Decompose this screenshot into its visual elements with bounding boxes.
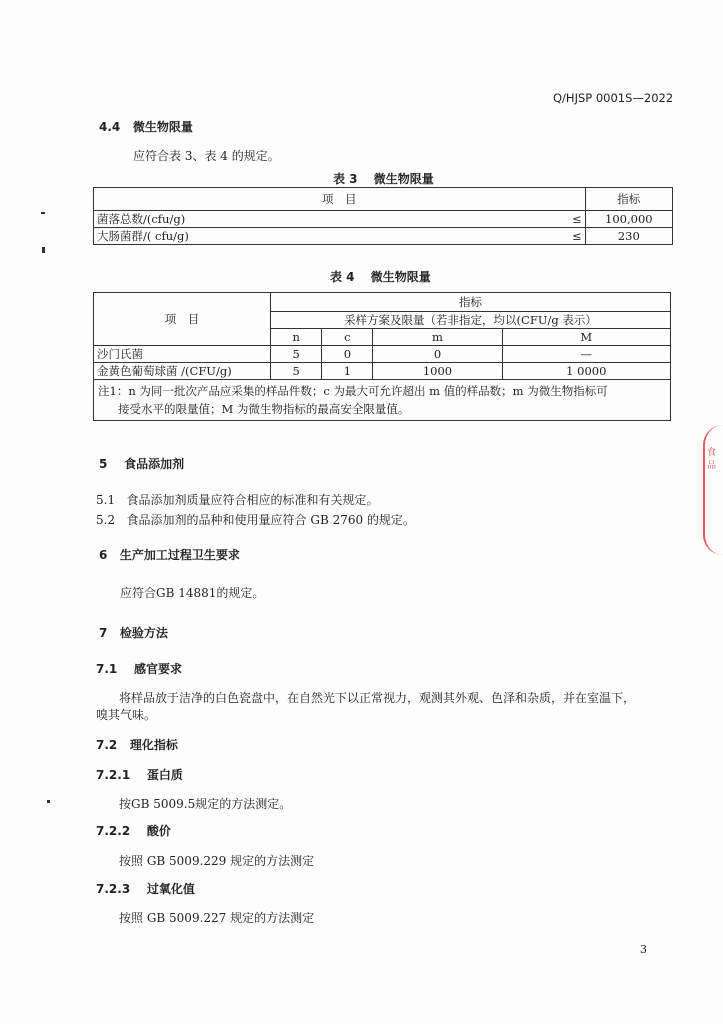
section-num: 7.2.2 [96, 824, 131, 838]
table4-sub-n: n [271, 329, 322, 346]
section-title: 微生物限量 [132, 120, 193, 134]
section-5-heading [99, 455, 184, 472]
item-text: 食品添加剂的品种和使用量应符合 GB 2760 的规定。 [126, 513, 415, 527]
table3 [93, 187, 673, 245]
table4-cell-item: 沙门氏菌 [94, 346, 271, 363]
section-title: 感官要求 [133, 662, 182, 676]
table4-cell-c: 0 [322, 346, 373, 363]
section-4-4-heading [99, 118, 193, 135]
scan-mark [47, 800, 50, 803]
section-5-2 [96, 511, 415, 528]
table-row [94, 363, 671, 380]
section-7-2-2-heading [96, 822, 171, 839]
table3-cell-op: ≤ [516, 228, 585, 245]
section-7-2-heading [96, 736, 178, 753]
table3-caption: 表 3 微生物限量 [333, 172, 434, 186]
section-6-text: 应符合GB 14881的规定。 [120, 586, 265, 600]
table4-plan: 采样方案及限量（若非指定，均以(CFU/g 表示） [271, 312, 671, 329]
section-title: 检验方法 [119, 626, 168, 640]
section-7-2-3-heading [96, 880, 195, 897]
table-row [94, 346, 671, 363]
table4-cell-n: 5 [271, 346, 322, 363]
table4-note [94, 380, 671, 421]
table4-col-index: 指标 [271, 293, 671, 312]
table4-sub-M: M [502, 329, 670, 346]
table3-cell-value: 100,000 [585, 211, 672, 228]
section-5-1 [96, 491, 379, 508]
section-7-2-1-text: 按GB 5009.5规定的方法测定。 [119, 797, 292, 811]
scan-mark [41, 212, 45, 214]
section-7-2-2-text: 按照 GB 5009.229 规定的方法测定 [119, 854, 315, 868]
scan-mark [42, 247, 45, 253]
table4 [93, 292, 671, 421]
table4-sub-c: c [322, 329, 373, 346]
section-num: 7.1 [96, 662, 118, 676]
table3-cell-item: 菌落总数/(cfu/g) [94, 211, 516, 228]
table4-cell-item: 金黄色葡萄球菌 /(CFU/g) [94, 363, 271, 380]
section-num: 7 [99, 626, 108, 640]
stamp-text: 食品 [707, 448, 717, 471]
table4-cell-c: 1 [322, 363, 373, 380]
table4-cell-m: 1000 [373, 363, 502, 380]
table4-caption: 表 4 微生物限量 [330, 270, 431, 284]
section-7-1-heading [96, 660, 182, 677]
table3-cell-value: 230 [585, 228, 672, 245]
table3-col-index: 指标 [585, 188, 672, 211]
section-7-2-3-text: 按照 GB 5009.227 规定的方法测定 [119, 911, 315, 925]
section-7-1-text-line2: 嗅其气味。 [96, 708, 157, 722]
table4-note-line2: 接受水平的限量值；M 为微生物指标的最高安全限量值。 [118, 402, 410, 416]
red-seal-stamp [703, 425, 723, 555]
table4-note-line1: 注1：n 为同一批次产品应采集的样品件数；c 为最大可允许超出 m 值的样品数；m 为微生物指标可 [98, 384, 608, 398]
section-7-2-1-heading [96, 766, 183, 783]
item-text: 食品添加剂质量应符合相应的标准和有关规定。 [126, 493, 379, 507]
section-num: 6 [99, 548, 108, 562]
section-7-1-text-line1: 将样品放于洁净的白色瓷盘中，在自然光下以正常视力，观测其外观、色泽和杂质，并在室温下， [119, 691, 636, 705]
section-6-heading [99, 546, 240, 563]
table4-cell-M: — [502, 346, 670, 363]
section-title: 生产加工过程卫生要求 [119, 548, 240, 562]
table3-cell-item: 大肠菌群/( cfu/g) [94, 228, 516, 245]
table4-cell-m: 0 [373, 346, 502, 363]
section-7-heading [99, 624, 168, 641]
page-number: 3 [640, 943, 647, 956]
table3-col-item: 项 目 [94, 188, 586, 211]
section-num: 7.2 [96, 738, 118, 752]
item-num: 5.1 [96, 493, 116, 507]
section-4-4-text: 应符合表 3、表 4 的规定。 [133, 149, 280, 163]
section-title: 理化指标 [129, 738, 178, 752]
section-title: 食品添加剂 [124, 457, 185, 471]
section-title: 酸价 [146, 824, 171, 838]
table4-cell-M: 1 0000 [502, 363, 670, 380]
table-row [94, 211, 673, 228]
section-num: 7.2.1 [96, 768, 131, 782]
section-title: 过氧化值 [146, 882, 195, 896]
section-title: 蛋白质 [146, 768, 183, 782]
section-num: 7.2.3 [96, 882, 131, 896]
table4-cell-n: 5 [271, 363, 322, 380]
table-row [94, 228, 673, 245]
table4-sub-m: m [373, 329, 502, 346]
section-num: 5 [99, 457, 108, 471]
table3-cell-op: ≤ [516, 211, 585, 228]
header-code: Q/HJSP 0001S—2022 [553, 91, 674, 105]
section-num: 4.4 [99, 120, 121, 134]
table4-col-item: 项 目 [94, 293, 271, 346]
item-num: 5.2 [96, 513, 116, 527]
